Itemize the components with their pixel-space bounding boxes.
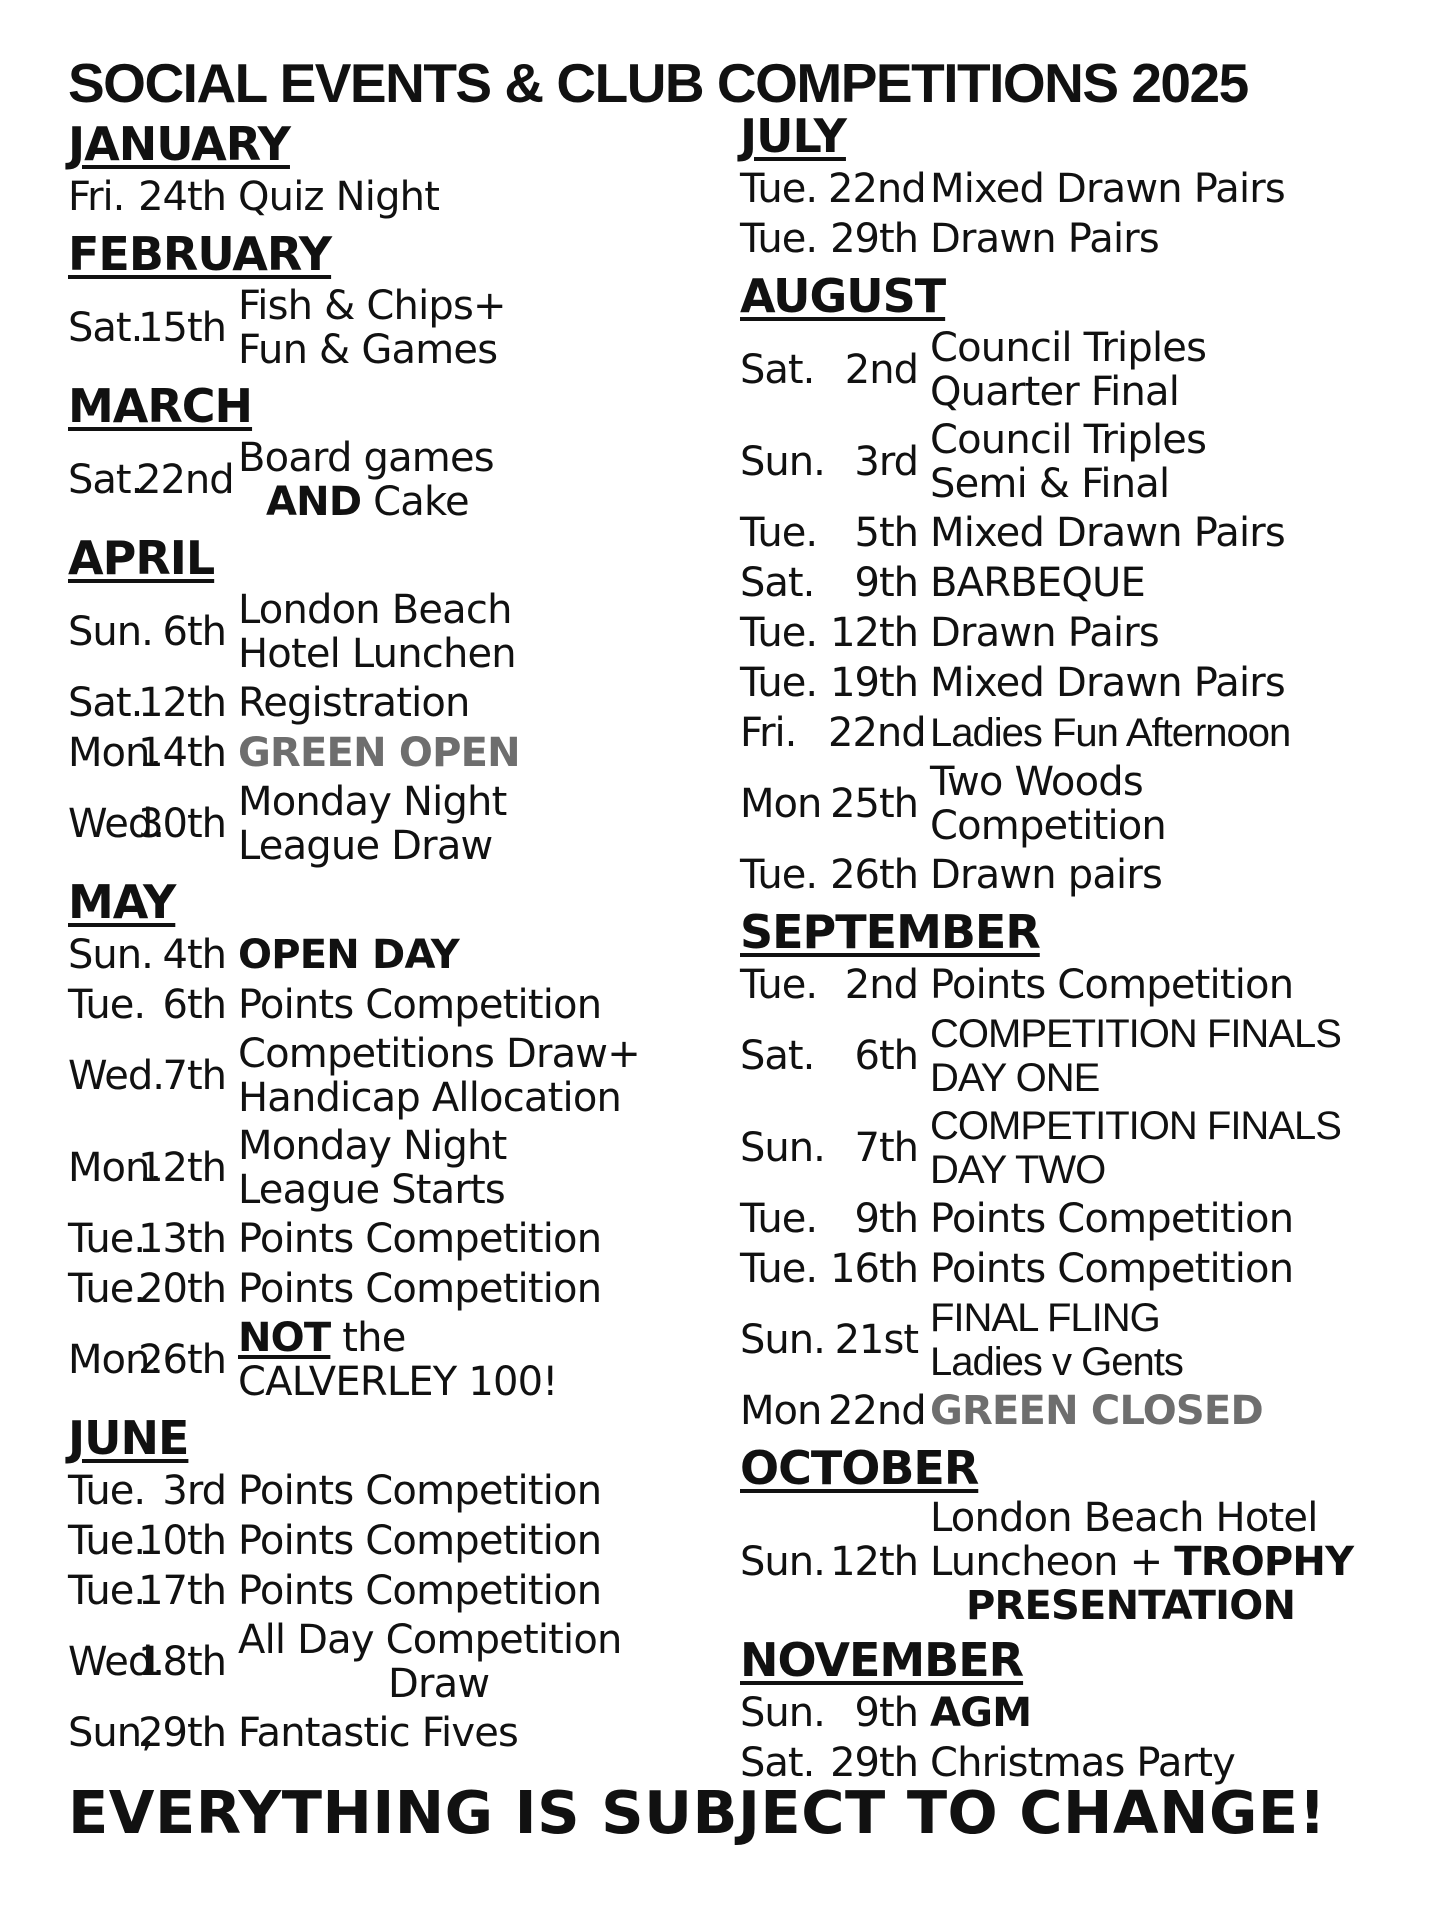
event-row bbox=[68, 1708, 708, 1758]
event-description bbox=[930, 1496, 1400, 1628]
event-day: Mon bbox=[740, 781, 822, 827]
event-row bbox=[740, 324, 1400, 416]
event-date: 29th bbox=[830, 216, 918, 262]
event-line: Points Competition bbox=[238, 1568, 602, 1614]
event-description bbox=[930, 711, 1400, 755]
green-open-label: GREEN OPEN bbox=[238, 730, 520, 776]
event-row bbox=[740, 658, 1400, 708]
event-date: 25th bbox=[830, 781, 918, 827]
event-line: Cake bbox=[373, 479, 469, 525]
event-line: London Beach Hotel bbox=[930, 1495, 1318, 1541]
event-date: 14th bbox=[138, 730, 226, 776]
event-day: Tue. bbox=[740, 660, 818, 706]
event-date: 29th bbox=[138, 1710, 226, 1756]
event-row bbox=[68, 930, 708, 980]
event-row bbox=[740, 758, 1400, 850]
event-line: Quiz Night bbox=[238, 174, 440, 220]
month-heading-july: JULY bbox=[740, 109, 846, 163]
event-line: DAY ONE bbox=[930, 1056, 1100, 1100]
event-row bbox=[740, 508, 1400, 558]
event-description bbox=[238, 983, 708, 1027]
event-line: DAY TWO bbox=[930, 1148, 1106, 1192]
event-row bbox=[740, 1386, 1400, 1436]
event-row bbox=[740, 608, 1400, 658]
event-description bbox=[238, 436, 708, 524]
event-date: 9th bbox=[854, 1196, 918, 1242]
event-description bbox=[930, 963, 1400, 1007]
event-line: Hotel Lunchen bbox=[238, 631, 516, 677]
event-row bbox=[740, 416, 1400, 508]
event-description bbox=[238, 780, 708, 868]
event-line: Points Competition bbox=[238, 982, 602, 1028]
event-date: 9th bbox=[854, 1690, 918, 1736]
event-line: FINAL FLING bbox=[930, 1296, 1160, 1340]
month-heading-august: AUGUST bbox=[740, 269, 946, 323]
event-date: 12th bbox=[138, 680, 226, 726]
event-date: 2nd bbox=[844, 962, 918, 1008]
event-day: Sun. bbox=[740, 439, 825, 485]
event-date: 29th bbox=[830, 1740, 918, 1786]
event-description bbox=[238, 681, 708, 725]
event-description bbox=[238, 1519, 708, 1563]
event-line: the bbox=[342, 1315, 406, 1361]
event-date: 3rd bbox=[162, 1468, 226, 1514]
event-description bbox=[930, 1247, 1400, 1291]
event-date: 18th bbox=[138, 1639, 226, 1685]
event-day: Tue. bbox=[740, 852, 818, 898]
event-day: Mon. bbox=[68, 730, 162, 776]
event-line: Board games bbox=[238, 435, 494, 481]
event-row bbox=[68, 1314, 708, 1406]
event-row bbox=[740, 1294, 1400, 1386]
event-day: Wed. bbox=[68, 1639, 164, 1685]
event-row bbox=[68, 1030, 708, 1122]
event-line: Luncheon + bbox=[930, 1539, 1163, 1585]
month-heading-september: SEPTEMBER bbox=[740, 905, 1040, 959]
event-line: All Day Competition bbox=[238, 1617, 622, 1663]
event-row bbox=[68, 1566, 708, 1616]
event-day: Sun. bbox=[740, 1317, 825, 1363]
event-day: Tue. bbox=[68, 982, 146, 1028]
event-date: 22nd bbox=[136, 457, 234, 503]
event-date: 10th bbox=[138, 1518, 226, 1564]
event-row bbox=[68, 586, 708, 678]
event-emphasis: OPEN DAY bbox=[238, 932, 459, 978]
event-day: Sun. bbox=[740, 1125, 825, 1171]
event-day: Tue. bbox=[68, 1468, 146, 1514]
event-description bbox=[238, 1618, 708, 1706]
event-description bbox=[238, 1569, 708, 1613]
event-emphasis: PRESENTATION bbox=[966, 1583, 1296, 1629]
event-row bbox=[740, 960, 1400, 1010]
event-row bbox=[68, 172, 708, 222]
event-line: League Draw bbox=[238, 823, 493, 869]
event-day: Sun. bbox=[740, 1539, 825, 1585]
green-closed-label: GREEN CLOSED bbox=[930, 1388, 1263, 1434]
event-description bbox=[238, 1267, 708, 1311]
event-line: Points Competition bbox=[238, 1266, 602, 1312]
event-row bbox=[740, 164, 1400, 214]
event-line: Fish & Chips+ bbox=[238, 283, 506, 329]
event-description bbox=[238, 1316, 708, 1404]
event-date: 26th bbox=[138, 1337, 226, 1383]
event-day: Tue. bbox=[740, 1246, 818, 1292]
event-date: 4th bbox=[162, 932, 226, 978]
event-date: 12th bbox=[830, 1539, 918, 1585]
event-day: Mon. bbox=[68, 1337, 162, 1383]
event-day: Tue. bbox=[68, 1568, 146, 1614]
event-description bbox=[238, 1124, 708, 1212]
event-line: Points Competition bbox=[930, 962, 1294, 1008]
event-line: League Starts bbox=[238, 1167, 505, 1213]
event-row bbox=[68, 1516, 708, 1566]
event-row bbox=[740, 1688, 1400, 1738]
event-description bbox=[930, 661, 1400, 705]
event-day: Sat. bbox=[740, 1740, 815, 1786]
event-day: Tue. bbox=[740, 166, 818, 212]
event-date: 22nd bbox=[828, 166, 926, 212]
event-date: 2nd bbox=[844, 347, 918, 393]
event-day: Sun. bbox=[68, 609, 153, 655]
event-row bbox=[740, 1194, 1400, 1244]
event-line: Competition bbox=[930, 803, 1166, 849]
event-row bbox=[740, 850, 1400, 900]
event-line: Drawn Pairs bbox=[930, 216, 1159, 262]
event-day: Sat. bbox=[68, 305, 143, 351]
event-description bbox=[930, 1104, 1400, 1192]
event-description bbox=[238, 1032, 708, 1120]
event-line: Mixed Drawn Pairs bbox=[930, 166, 1285, 212]
event-line: Points Competition bbox=[930, 1196, 1294, 1242]
event-row bbox=[740, 1244, 1400, 1294]
event-line: Monday Night bbox=[238, 1123, 507, 1169]
event-day: Sun. bbox=[740, 1690, 825, 1736]
event-row bbox=[68, 1214, 708, 1264]
footer-notice: EVERYTHING IS SUBJECT TO CHANGE! bbox=[68, 1778, 1327, 1847]
event-row bbox=[68, 678, 708, 728]
event-line: COMPETITION FINALS bbox=[930, 1012, 1341, 1056]
event-date: 21st bbox=[834, 1317, 918, 1363]
month-heading-april: APRIL bbox=[68, 531, 215, 585]
event-row bbox=[740, 708, 1400, 758]
event-line: Mixed Drawn Pairs bbox=[930, 660, 1285, 706]
event-day: Sat. bbox=[740, 1033, 815, 1079]
event-date: 5th bbox=[854, 510, 918, 556]
month-heading-march: MARCH bbox=[68, 379, 253, 433]
event-day: Sat. bbox=[68, 680, 143, 726]
event-line: Points Competition bbox=[238, 1468, 602, 1514]
event-description bbox=[930, 1691, 1400, 1735]
event-line: BARBEQUE bbox=[930, 560, 1145, 606]
event-description bbox=[238, 933, 708, 977]
event-row bbox=[740, 214, 1400, 264]
event-date: 22nd bbox=[828, 710, 926, 756]
event-date: 26th bbox=[830, 852, 918, 898]
event-row bbox=[740, 1010, 1400, 1102]
event-description bbox=[930, 1012, 1400, 1100]
event-day: Sat. bbox=[740, 560, 815, 606]
event-line: Fun & Games bbox=[238, 327, 498, 373]
event-description bbox=[930, 561, 1400, 605]
event-description bbox=[238, 1711, 708, 1755]
event-line: Council Triples bbox=[930, 325, 1207, 371]
event-description bbox=[930, 1197, 1400, 1241]
event-date: 6th bbox=[854, 1033, 918, 1079]
event-row bbox=[68, 1466, 708, 1516]
event-line: Registration bbox=[238, 680, 470, 726]
event-line: CALVERLEY 100! bbox=[238, 1359, 558, 1405]
month-heading-february: FEBRUARY bbox=[68, 227, 332, 281]
event-line: Council Triples bbox=[930, 417, 1207, 463]
event-description bbox=[930, 326, 1400, 414]
event-line: Quarter Final bbox=[930, 369, 1180, 415]
event-row bbox=[740, 558, 1400, 608]
event-line: Points Competition bbox=[238, 1216, 602, 1262]
event-day: Tue. bbox=[740, 510, 818, 556]
event-description bbox=[238, 175, 708, 219]
event-date: 22nd bbox=[828, 1388, 926, 1434]
event-day: Tue. bbox=[740, 216, 818, 262]
event-description bbox=[930, 1296, 1400, 1384]
event-day: Sun. bbox=[68, 932, 153, 978]
event-description bbox=[930, 760, 1400, 848]
event-day: Wed. bbox=[68, 801, 164, 847]
event-line: Mixed Drawn Pairs bbox=[930, 510, 1285, 556]
event-description bbox=[930, 1389, 1400, 1433]
event-day: Tue. bbox=[740, 1196, 818, 1242]
event-line: London Beach bbox=[238, 587, 512, 633]
event-date: 30th bbox=[138, 801, 226, 847]
event-date: 20th bbox=[138, 1266, 226, 1312]
event-day: Fri. bbox=[68, 174, 125, 220]
right-column bbox=[740, 104, 1400, 1788]
event-line: Monday Night bbox=[238, 779, 507, 825]
event-date: 7th bbox=[854, 1125, 918, 1171]
event-date: 13th bbox=[138, 1216, 226, 1262]
event-day: Wed. bbox=[68, 1053, 164, 1099]
event-date: 3rd bbox=[854, 439, 918, 485]
page-title: SOCIAL EVENTS & CLUB COMPETITIONS 2025 bbox=[68, 52, 1248, 114]
month-heading-january: JANUARY bbox=[68, 117, 290, 171]
event-emphasis: AGM bbox=[930, 1690, 1032, 1736]
month-heading-november: NOVEMBER bbox=[740, 1633, 1024, 1687]
event-row bbox=[68, 728, 708, 778]
event-day: Tue. bbox=[68, 1266, 146, 1312]
event-day: Tue. bbox=[740, 962, 818, 1008]
event-description bbox=[238, 1469, 708, 1513]
event-row bbox=[68, 1122, 708, 1214]
event-date: 24th bbox=[138, 174, 226, 220]
event-date: 6th bbox=[162, 609, 226, 655]
event-day: Fri. bbox=[740, 710, 797, 756]
event-line: Christmas Party bbox=[930, 1740, 1236, 1786]
event-day: Sat. bbox=[68, 457, 143, 503]
event-description bbox=[930, 217, 1400, 261]
event-day: Sun, bbox=[68, 1710, 153, 1756]
month-heading-october: OCTOBER bbox=[740, 1441, 979, 1495]
event-line: Ladies v Gents bbox=[930, 1340, 1183, 1384]
event-line: Competitions Draw+ bbox=[238, 1031, 640, 1077]
event-row bbox=[68, 1264, 708, 1314]
event-date: 15th bbox=[138, 305, 226, 351]
event-date: 7th bbox=[162, 1053, 226, 1099]
event-line: COMPETITION FINALS bbox=[930, 1104, 1341, 1148]
event-date: 12th bbox=[138, 1145, 226, 1191]
event-line: Semi & Final bbox=[930, 461, 1170, 507]
event-row bbox=[740, 1496, 1400, 1628]
event-date: 17th bbox=[138, 1568, 226, 1614]
event-line: Handicap Allocation bbox=[238, 1075, 622, 1121]
event-description bbox=[930, 511, 1400, 555]
event-row bbox=[68, 1616, 708, 1708]
event-row bbox=[68, 434, 708, 526]
event-description bbox=[238, 731, 708, 775]
event-day: Tue. bbox=[68, 1216, 146, 1262]
event-day: Tue. bbox=[68, 1518, 146, 1564]
event-day: Tue. bbox=[740, 610, 818, 656]
event-line: Draw bbox=[388, 1661, 490, 1707]
event-line: Drawn pairs bbox=[930, 852, 1163, 898]
event-line: Points Competition bbox=[238, 1518, 602, 1564]
event-line: Fantastic Fives bbox=[238, 1710, 519, 1756]
event-line: Two Woods bbox=[930, 759, 1143, 805]
event-row bbox=[740, 1102, 1400, 1194]
event-date: 6th bbox=[162, 982, 226, 1028]
event-description bbox=[930, 611, 1400, 655]
left-column bbox=[68, 112, 708, 1758]
event-day: Sat. bbox=[740, 347, 815, 393]
event-date: 16th bbox=[830, 1246, 918, 1292]
event-emphasis: NOT bbox=[238, 1315, 331, 1361]
event-line: Points Competition bbox=[930, 1246, 1294, 1292]
event-date: 12th bbox=[830, 610, 918, 656]
event-line: Ladies Fun Afternoon bbox=[930, 711, 1291, 755]
event-line: Drawn Pairs bbox=[930, 610, 1159, 656]
event-description bbox=[238, 1217, 708, 1261]
event-emphasis: TROPHY bbox=[1174, 1539, 1354, 1585]
event-day: Mon bbox=[740, 1388, 822, 1434]
event-row bbox=[68, 778, 708, 870]
event-row bbox=[68, 980, 708, 1030]
month-heading-june: JUNE bbox=[68, 1411, 189, 1465]
event-description bbox=[930, 167, 1400, 211]
month-heading-may: MAY bbox=[68, 875, 176, 929]
event-description bbox=[930, 853, 1400, 897]
event-day: Mon. bbox=[68, 1145, 162, 1191]
event-description bbox=[930, 418, 1400, 506]
event-row bbox=[68, 282, 708, 374]
event-description bbox=[238, 284, 708, 372]
event-emphasis: AND bbox=[266, 479, 362, 525]
event-date: 19th bbox=[830, 660, 918, 706]
event-description bbox=[238, 588, 708, 676]
event-date: 9th bbox=[854, 560, 918, 606]
